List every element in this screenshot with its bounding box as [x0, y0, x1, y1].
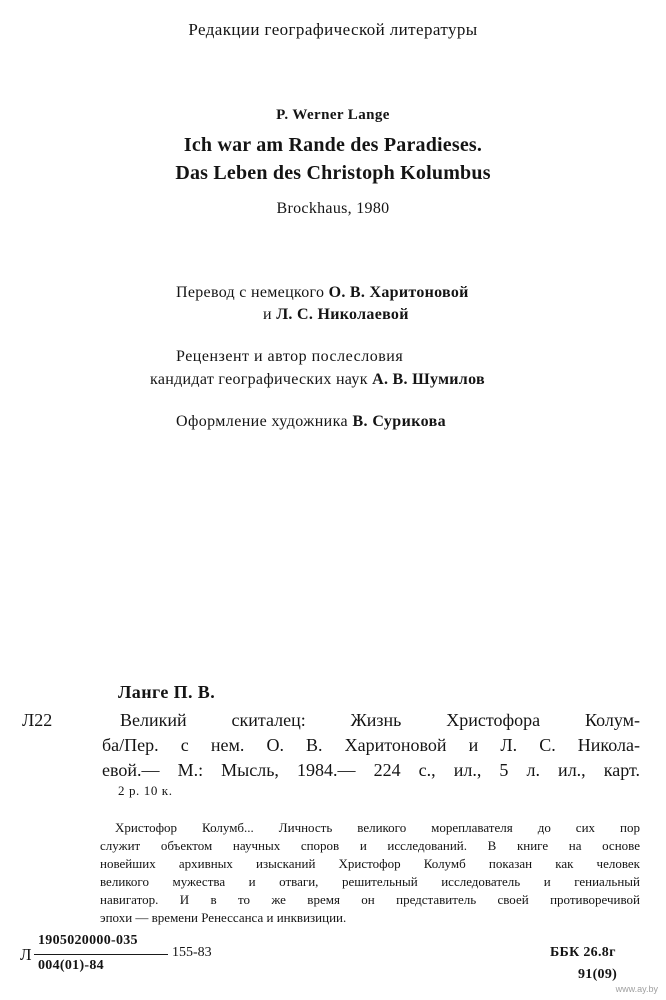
reviewer-line-2 [150, 371, 485, 389]
translation-credit-line-2 [263, 306, 409, 324]
code-letter: Л [20, 945, 32, 964]
translator-2: Л. С. Николаевой [276, 306, 409, 323]
code-suffix: 155-83 [172, 945, 212, 960]
code-numerator: 1905020000-035 [38, 933, 138, 948]
annotation-line-6: эпохи — времени Ренессанса и инквизиции. [100, 910, 347, 925]
reviewer-prefix: кандидат географических наук [150, 371, 368, 388]
catalog-line-2: ба/Пер. с нем. О. В. Харитоновой и Л. С. Никола- [102, 735, 640, 755]
reviewer-line-1: Рецензент и автор послесловия [176, 348, 404, 365]
watermark: www.ay.by [615, 984, 658, 994]
annotation-line-2: служит объектом научных споров и исследований. В книге на основе [100, 838, 640, 853]
original-publisher: Brockhaus, 1980 [276, 200, 390, 217]
code-denominator: 004(01)-84 [38, 958, 104, 973]
catalog-line-1: Великий скиталец: Жизнь Христофора Колум- [120, 710, 640, 730]
annotation-line-4: великого мужества и отваги, решительный исследователь и гениальный [100, 874, 640, 889]
original-title-line-1: Ich war am Rande des Paradieses. [183, 134, 483, 156]
designer-name: В. Сурикова [352, 413, 447, 430]
catalog-line-3: евой.— М.: Мысль, 1984.— 224 с., ил., 5 л. ил., карт. [102, 760, 640, 780]
catalog-index: Л22 [22, 710, 53, 730]
fraction-line [34, 954, 168, 955]
publisher-line: Редакции географической литературы [188, 20, 478, 39]
catalog-author-heading: Ланге П. В. [118, 682, 216, 702]
annotation-line-1: Христофор Колумб... Личность великого мореплавателя до сих пор [115, 820, 640, 835]
design-credit [176, 413, 446, 431]
catalog-price: 2 р. 10 к. [118, 783, 173, 798]
translation-prefix: Перевод с немецкого [176, 284, 325, 301]
translation-credit [176, 284, 469, 302]
original-author: P. Werner Lange [276, 107, 390, 123]
udc-code: 91(09) [578, 967, 618, 982]
translator-1: О. В. Харитоновой [328, 284, 469, 301]
and-word: и [263, 306, 272, 323]
annotation-line-3: новейших архивных изысканий Христофор Колумб показан как человек [100, 856, 640, 871]
annotation-line-5: навигатор. И в то же время он представитель своей противоречивой [100, 892, 640, 907]
reviewer-name: А. В. Шумилов [372, 371, 485, 388]
original-title-line-2: Das Leben des Christoph Kolumbus [175, 162, 491, 184]
bbk-code: ББК 26.8г [550, 945, 616, 960]
design-prefix: Оформление художника [176, 413, 349, 430]
